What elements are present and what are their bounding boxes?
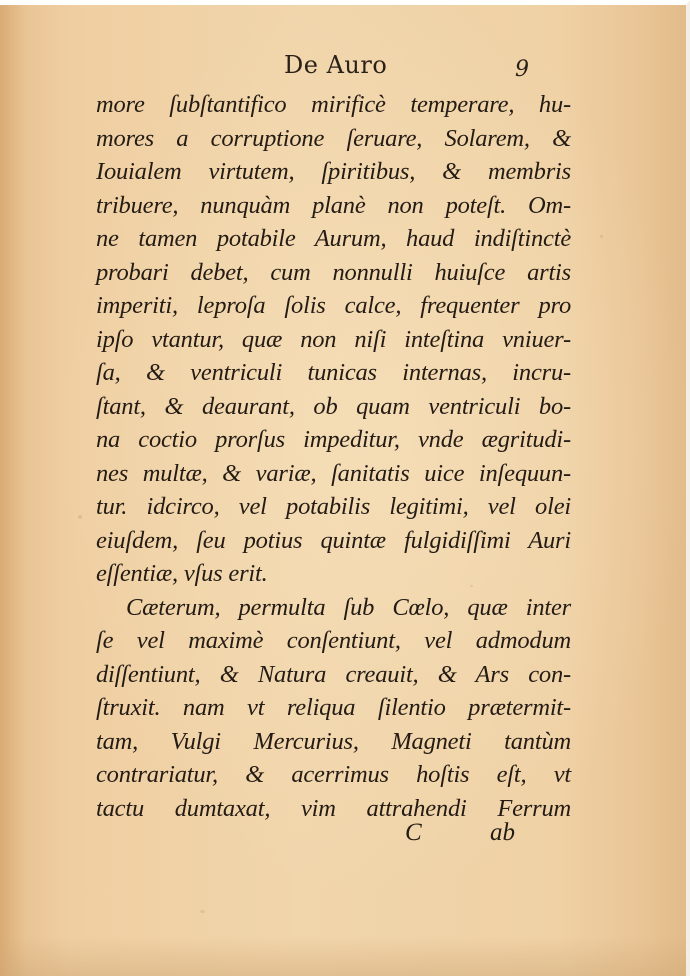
text-line: probari debet, cum nonnulli huiuſce artis bbox=[96, 258, 571, 286]
text-line: tur. idcirco, vel potabilis legitimi, vel olei bbox=[96, 493, 571, 520]
text-line: ipſo vtantur, quæ non niſi inteſtina vniuer- bbox=[96, 325, 571, 353]
page-header bbox=[0, 51, 690, 91]
text-line: tactu dumtaxat, vim attrahendi Ferrum bbox=[96, 794, 571, 822]
text-line: more ſubſtantifico mirificè temperare, hu- bbox=[96, 91, 571, 118]
signature-mark: C bbox=[405, 819, 422, 846]
body-text bbox=[96, 88, 571, 825]
text-line: tam, Vulgi Mercurius, Magneti tantùm bbox=[96, 727, 571, 755]
paragraph-start-line: Cæterum, permulta ſub Cœlo, quæ inter bbox=[126, 593, 571, 621]
text-line: nes multæ, & variæ, ſanitatis uice inſequun- bbox=[96, 459, 571, 487]
text-line: eſſentiæ, vſus erit. bbox=[96, 560, 268, 587]
text-line: ſtant, & deaurant, ob quam ventriculi bo- bbox=[96, 392, 571, 420]
text-line: imperiti, leproſa ſolis calce, frequenter pro bbox=[96, 292, 571, 319]
foxing-spot bbox=[78, 515, 82, 519]
foxing-spot bbox=[600, 235, 603, 238]
text-line: diſſentiunt, & Natura creauit, & Ars con- bbox=[96, 660, 571, 688]
text-line: contrariatur, & acerrimus hoſtis eſt, vt bbox=[96, 761, 571, 788]
text-line: tribuere, nunquàm planè non poteſt. Om- bbox=[96, 191, 571, 219]
text-line: mores a corruptione ſeruare, Solarem, & bbox=[96, 124, 571, 152]
text-line: na coctio prorſus impeditur, vnde ægritudi- bbox=[96, 426, 571, 453]
text-line: ſa, & ventriculi tunicas internas, incru- bbox=[96, 359, 571, 386]
text-line: eiuſdem, ſeu potius quintæ fulgidiſſimi Auri bbox=[96, 526, 571, 554]
catchword: ab bbox=[490, 819, 515, 846]
foxing-spot bbox=[200, 910, 205, 913]
text-line: ſe vel maximè conſentiunt, vel admodum bbox=[96, 627, 571, 654]
text-line: Iouialem virtutem, ſpiritibus, & membris bbox=[96, 158, 571, 185]
running-head: De Auro bbox=[284, 51, 388, 79]
page-number: 9 bbox=[515, 57, 529, 82]
text-line: ſtruxit. nam vt reliqua ſilentio prætermit- bbox=[96, 694, 571, 721]
text-line: ne tamen potabile Aurum, haud indiſtinctè bbox=[96, 225, 571, 252]
page-footer bbox=[0, 819, 690, 853]
